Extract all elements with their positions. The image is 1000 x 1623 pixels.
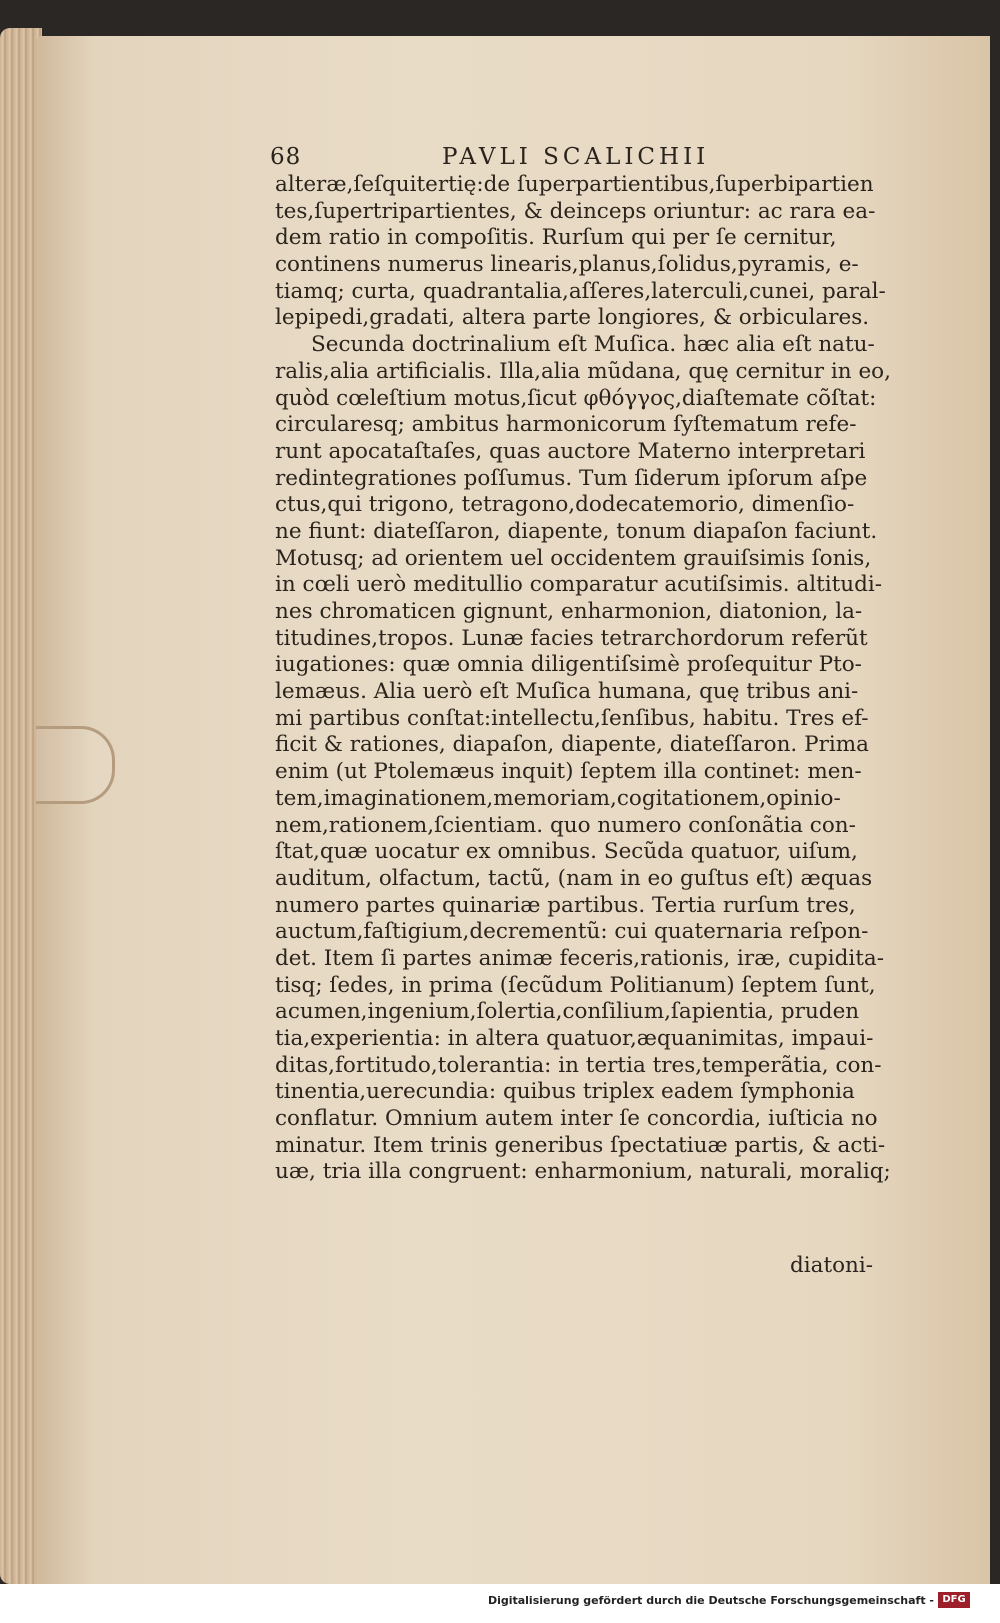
text-line: circularesq; ambitus harmonicorum ſyſtematum refe- <box>275 412 857 438</box>
text-line: auctum,faſtigium,decrementũ: cui quaternaria reſpon- <box>275 919 869 945</box>
text-line: uæ, tria illa congruent: enharmonium, naturali, moraliq; <box>275 1159 891 1185</box>
text-line: tem,imaginationem,memoriam,cogitationem,opinio- <box>275 785 841 811</box>
text-line: tisq; ſedes, in prima (ſecũdum Politianum) ſeptem ſunt, <box>275 972 876 998</box>
footer-bar <box>0 1584 1000 1623</box>
text-line: conflatur. Omnium autem inter ſe concordia, iuſticia no <box>275 1106 878 1132</box>
dfg-logo: DFG <box>938 1592 970 1608</box>
text-line: Motusq; ad orientem uel occidentem grauiſsimis ſonis, <box>275 545 872 571</box>
funding-notice: Digitalisierung gefördert durch die Deutsche Forschungsgemeinschaft - <box>487 1594 934 1607</box>
running-head <box>270 140 910 174</box>
text-line: quòd cœleſtium motus,ſicut φθόγγος,diaſtemate cõſtat: <box>275 385 877 411</box>
text-line: lemæus. Alia uerò eſt Muſica humana, quę tribus ani- <box>275 679 859 705</box>
text-line: enim (ut Ptolemæus inquit) ſeptem illa continet: men- <box>275 759 862 785</box>
text-line: minatur. Item trinis generibus ſpectatiuæ partis, & acti- <box>275 1132 886 1158</box>
text-line: ficit & rationes, diapaſon, diapente, diateſſaron. Prima <box>275 732 869 758</box>
text-line: det. Item ſi partes animæ feceris,rationis, iræ, cupidita- <box>275 945 884 971</box>
text-line: ne fiunt: diateſſaron, diapente, tonum diapaſon faciunt. <box>275 518 878 544</box>
text-line: tiamq; curta, quadrantalia,aſſeres,laterculi,cunei, paral- <box>275 278 886 304</box>
page-clip <box>36 726 115 804</box>
text-line: runt apocataſtaſes, quas auctore Materno interpretari <box>275 438 866 464</box>
text-line: Secunda doctrinalium eſt Muſica. hæc alia eſt natu- <box>311 332 875 358</box>
text-line: titudines,tropos. Lunæ facies tetrarchordorum referũt <box>275 625 868 651</box>
text-line: iugationes: quæ omnia diligentiſsimè proſequitur Pto- <box>275 652 862 678</box>
page-number: 68 <box>270 144 302 170</box>
text-line: alteræ,ſeſquitertię:de ſuperpartientibus,ſuperbipartien <box>275 172 874 197</box>
text-line: tes,ſupertripartientes, & deinceps oriuntur: ac rara ea- <box>275 198 876 224</box>
text-line: ſtat,quæ uocatur ex omnibus. Secũda quatuor, uiſum, <box>275 839 858 865</box>
text-line: acumen,ingenium,ſolertia,conſilium,ſapientia, pruden <box>275 999 860 1025</box>
text-line: tinentia,uerecundia: quibus triplex eadem ſymphonia <box>275 1079 855 1105</box>
page-text <box>275 172 897 1186</box>
text-line: tia,experientia: in altera quatuor,æquanimitas, impaui- <box>275 1026 874 1051</box>
text-line: mi partibus conſtat:intellectu,ſenſibus, habitu. Tres ef- <box>275 705 869 731</box>
text-line: ctus,qui trigono, tetragono,dodecatemorio, dimenſio- <box>275 492 855 518</box>
text-line: lepipedi,gradati, altera parte longiores, & orbiculares. <box>275 305 870 331</box>
text-line: dem ratio in compoſitis. Rurſum qui per ſe cernitur, <box>275 225 837 251</box>
text-line: nem,rationem,ſcientiam. quo numero conſonãtia con- <box>275 812 856 838</box>
text-line: ditas,fortitudo,tolerantia: in tertia tres,temperãtia, con- <box>275 1052 882 1078</box>
text-line: auditum, olfactum, tactũ, (nam in eo guſtus eſt) æquas <box>275 865 873 891</box>
text-line: numero partes quinariæ partibus. Tertia rurſum tres, <box>275 892 856 918</box>
text-line: ralis,alia artificialis. Illa,alia mũdana, quę cernitur in eo, <box>275 358 891 384</box>
text-line: nes chromaticen gignunt, enharmonion, diatonion, la- <box>275 599 863 624</box>
catchword: diatoni- <box>790 1253 874 1278</box>
running-head-title: PAVLI SCALICHII <box>442 144 710 170</box>
text-line: redintegrationes poſſumus. Tum ſiderum ipſorum aſpe <box>275 465 868 491</box>
text-line: in cœli uerò meditullio comparatur acutiſsimis. altitudi- <box>275 572 883 598</box>
text-line: continens numerus linearis,planus,ſolidus,pyramis, e- <box>275 252 859 278</box>
